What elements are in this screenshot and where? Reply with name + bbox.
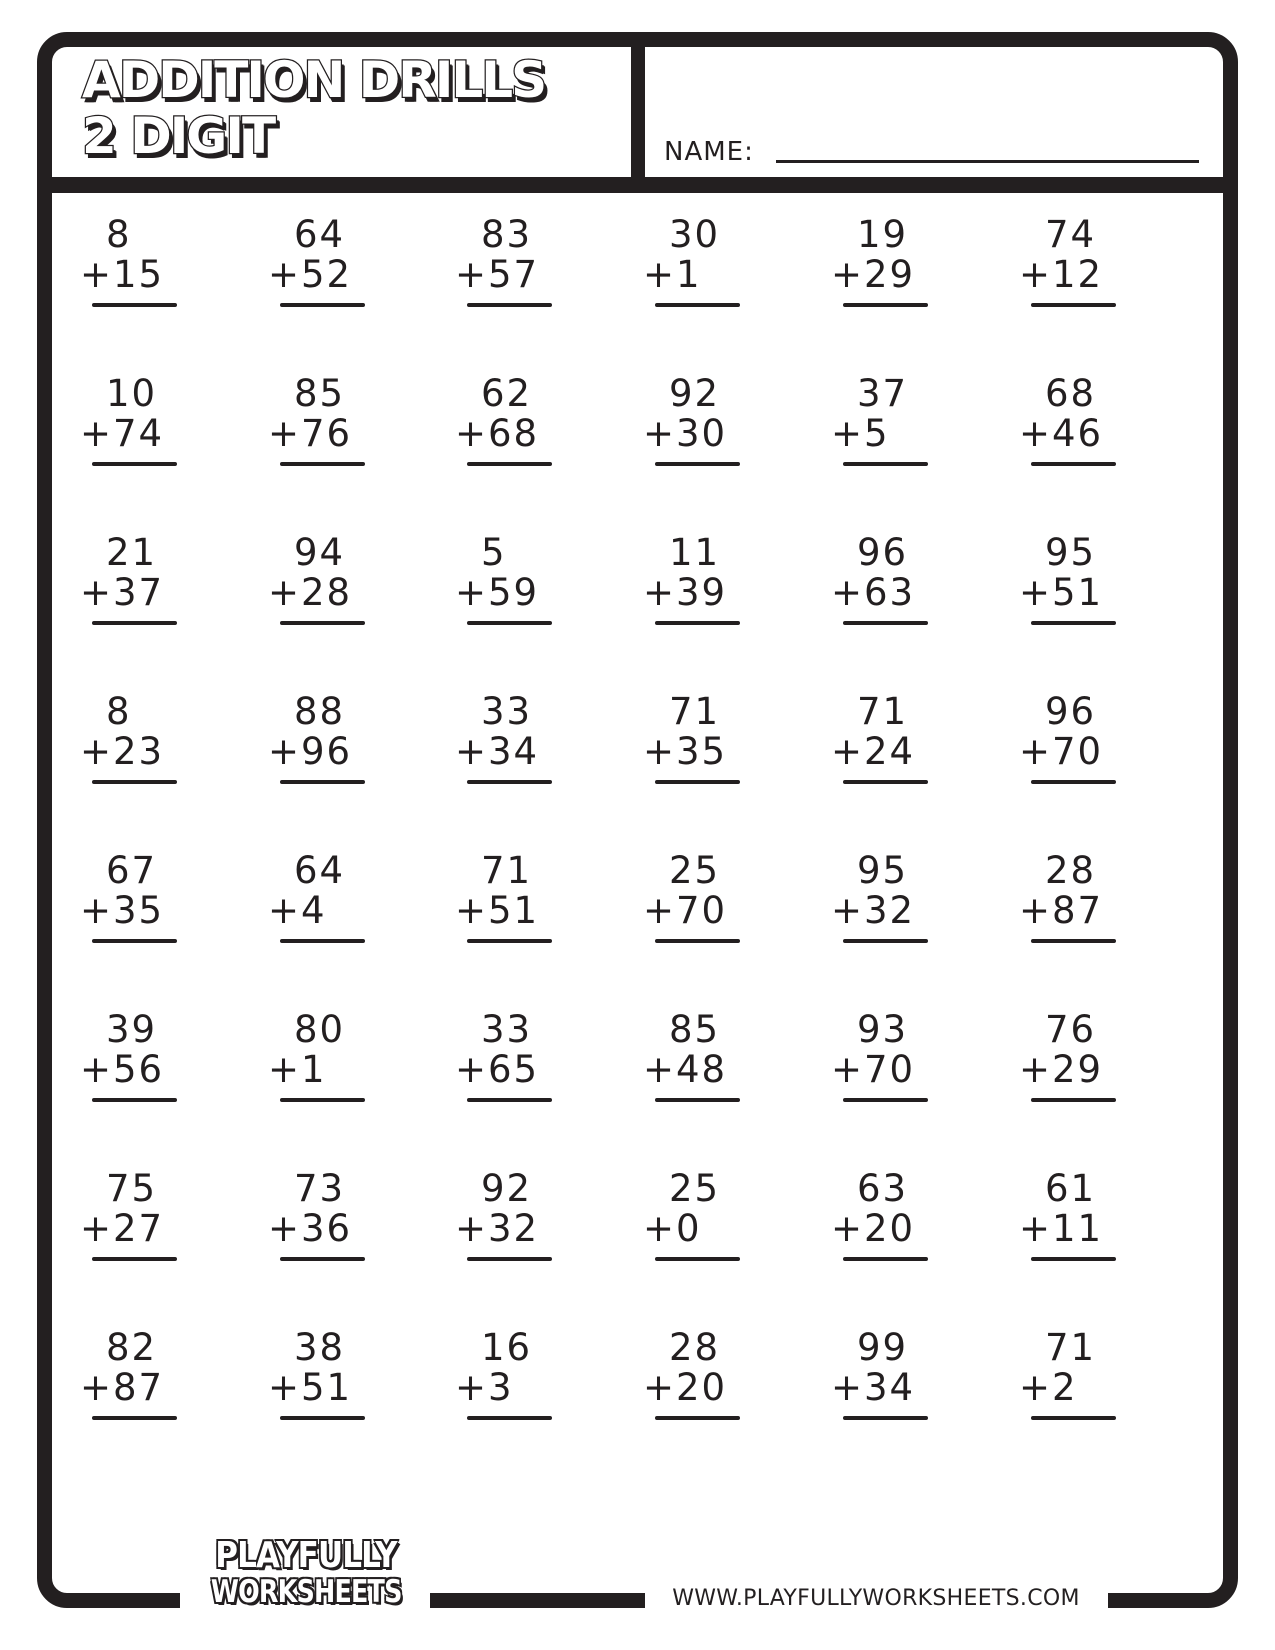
problem xyxy=(80,1326,240,1435)
answer-line[interactable] xyxy=(843,303,928,307)
addend-bottom: +70 xyxy=(643,889,728,932)
answer-line[interactable] xyxy=(280,1257,365,1261)
problem xyxy=(643,1167,803,1276)
problem xyxy=(1019,213,1179,322)
addend-bottom: +39 xyxy=(643,571,728,614)
website-url: WWW.PLAYFULLYWORKSHEETS.COM xyxy=(672,1586,1080,1611)
addend-top: 28 xyxy=(669,1326,721,1369)
addend-top: 10 xyxy=(106,372,158,415)
addend-bottom: +51 xyxy=(1019,571,1104,614)
problem xyxy=(80,690,240,799)
problem xyxy=(831,1167,991,1276)
addend-top: 83 xyxy=(481,213,533,256)
problem xyxy=(268,1326,428,1435)
addend-bottom: +87 xyxy=(1019,889,1104,932)
worksheet-title xyxy=(82,52,545,164)
addend-top: 82 xyxy=(106,1326,158,1369)
addend-bottom: +1 xyxy=(268,1048,327,1091)
answer-line[interactable] xyxy=(843,1416,928,1420)
answer-line[interactable] xyxy=(467,939,552,943)
addend-bottom: +0 xyxy=(643,1207,702,1250)
addend-bottom: +37 xyxy=(80,571,165,614)
answer-line[interactable] xyxy=(467,780,552,784)
addend-bottom: +68 xyxy=(455,412,540,455)
addend-top: 71 xyxy=(481,849,533,892)
answer-line[interactable] xyxy=(843,780,928,784)
addend-top: 11 xyxy=(669,531,721,574)
problem xyxy=(831,213,991,322)
addend-top: 5 xyxy=(481,531,507,574)
addend-bottom: +29 xyxy=(831,253,916,296)
problem xyxy=(831,1008,991,1117)
title-line-2: 2 DIGIT xyxy=(82,107,275,165)
answer-line[interactable] xyxy=(280,939,365,943)
problem xyxy=(643,1008,803,1117)
addend-bottom: +34 xyxy=(831,1366,916,1409)
addend-bottom: +59 xyxy=(455,571,540,614)
addend-top: 71 xyxy=(857,690,909,733)
problem xyxy=(643,531,803,640)
answer-line[interactable] xyxy=(280,1098,365,1102)
answer-line[interactable] xyxy=(1031,1257,1116,1261)
problem xyxy=(80,372,240,481)
addend-bottom: +48 xyxy=(643,1048,728,1091)
answer-line[interactable] xyxy=(655,1257,740,1261)
problem xyxy=(455,849,615,958)
problem xyxy=(268,213,428,322)
addend-top: 74 xyxy=(1045,213,1097,256)
problem xyxy=(80,849,240,958)
answer-line[interactable] xyxy=(92,1257,177,1261)
answer-line[interactable] xyxy=(655,1416,740,1420)
answer-line[interactable] xyxy=(1031,462,1116,466)
addend-top: 67 xyxy=(106,849,158,892)
addend-bottom: +2 xyxy=(1019,1366,1078,1409)
addend-bottom: +20 xyxy=(643,1366,728,1409)
addend-bottom: +35 xyxy=(80,889,165,932)
answer-line[interactable] xyxy=(92,939,177,943)
answer-line[interactable] xyxy=(655,1098,740,1102)
addend-top: 99 xyxy=(857,1326,909,1369)
addend-top: 95 xyxy=(857,849,909,892)
problem xyxy=(831,1326,991,1435)
problem xyxy=(455,1008,615,1117)
addend-bottom: +35 xyxy=(643,730,728,773)
answer-line[interactable] xyxy=(467,621,552,625)
addend-top: 96 xyxy=(857,531,909,574)
problem xyxy=(268,849,428,958)
addend-top: 92 xyxy=(481,1167,533,1210)
problem xyxy=(1019,372,1179,481)
addend-bottom: +76 xyxy=(268,412,353,455)
header-divider-vertical xyxy=(631,40,645,185)
playfully-worksheets-logo xyxy=(190,1535,422,1610)
addend-top: 71 xyxy=(1045,1326,1097,1369)
addend-bottom: +74 xyxy=(80,412,165,455)
answer-line[interactable] xyxy=(467,1416,552,1420)
addend-top: 63 xyxy=(857,1167,909,1210)
answer-line[interactable] xyxy=(1031,1098,1116,1102)
problem xyxy=(1019,1167,1179,1276)
logo-line-1: PLAYFULLY xyxy=(215,1535,397,1576)
addend-top: 21 xyxy=(106,531,158,574)
addend-top: 64 xyxy=(294,213,346,256)
addend-top: 68 xyxy=(1045,372,1097,415)
addend-top: 62 xyxy=(481,372,533,415)
addend-bottom: +30 xyxy=(643,412,728,455)
addend-bottom: +56 xyxy=(80,1048,165,1091)
addend-top: 80 xyxy=(294,1008,346,1051)
answer-line[interactable] xyxy=(843,621,928,625)
answer-line[interactable] xyxy=(92,1098,177,1102)
addend-bottom: +51 xyxy=(455,889,540,932)
problem xyxy=(1019,1326,1179,1435)
addend-top: 73 xyxy=(294,1167,346,1210)
answer-line[interactable] xyxy=(280,462,365,466)
problem xyxy=(1019,690,1179,799)
problem xyxy=(80,1008,240,1117)
addend-bottom: +36 xyxy=(268,1207,353,1250)
answer-line[interactable] xyxy=(1031,939,1116,943)
addend-top: 94 xyxy=(294,531,346,574)
problem xyxy=(455,1167,615,1276)
answer-line[interactable] xyxy=(280,303,365,307)
addend-bottom: +34 xyxy=(455,730,540,773)
problem xyxy=(1019,849,1179,958)
addend-top: 33 xyxy=(481,1008,533,1051)
answer-line[interactable] xyxy=(655,780,740,784)
addend-top: 25 xyxy=(669,849,721,892)
answer-line[interactable] xyxy=(467,1257,552,1261)
answer-line[interactable] xyxy=(843,1098,928,1102)
answer-line[interactable] xyxy=(467,462,552,466)
problem xyxy=(80,531,240,640)
addend-top: 19 xyxy=(857,213,909,256)
addend-bottom: +15 xyxy=(80,253,165,296)
addend-top: 93 xyxy=(857,1008,909,1051)
addend-bottom: +32 xyxy=(455,1207,540,1250)
problem xyxy=(455,213,615,322)
problem xyxy=(643,690,803,799)
addend-bottom: +51 xyxy=(268,1366,353,1409)
title-line-1: ADDITION DRILLS xyxy=(82,51,546,109)
addend-bottom: +12 xyxy=(1019,253,1104,296)
answer-line[interactable] xyxy=(1031,1416,1116,1420)
problem xyxy=(643,1326,803,1435)
answer-line[interactable] xyxy=(843,462,928,466)
addend-top: 85 xyxy=(669,1008,721,1051)
addend-top: 8 xyxy=(106,213,132,256)
addend-bottom: +63 xyxy=(831,571,916,614)
name-input-line[interactable] xyxy=(776,160,1199,163)
problem xyxy=(831,849,991,958)
problem xyxy=(643,372,803,481)
addend-bottom: +96 xyxy=(268,730,353,773)
problem xyxy=(268,1008,428,1117)
problem xyxy=(80,1167,240,1276)
addend-top: 76 xyxy=(1045,1008,1097,1051)
problem xyxy=(268,690,428,799)
problem xyxy=(268,1167,428,1276)
answer-line[interactable] xyxy=(92,621,177,625)
addend-top: 64 xyxy=(294,849,346,892)
addend-bottom: +70 xyxy=(1019,730,1104,773)
addend-bottom: +23 xyxy=(80,730,165,773)
addend-top: 38 xyxy=(294,1326,346,1369)
answer-line[interactable] xyxy=(843,939,928,943)
problem xyxy=(455,690,615,799)
answer-line[interactable] xyxy=(1031,621,1116,625)
addend-bottom: +46 xyxy=(1019,412,1104,455)
addend-bottom: +24 xyxy=(831,730,916,773)
addend-top: 95 xyxy=(1045,531,1097,574)
addend-bottom: +87 xyxy=(80,1366,165,1409)
addend-bottom: +70 xyxy=(831,1048,916,1091)
addend-top: 37 xyxy=(857,372,909,415)
answer-line[interactable] xyxy=(92,780,177,784)
problem xyxy=(80,213,240,322)
problem xyxy=(455,1326,615,1435)
answer-line[interactable] xyxy=(467,303,552,307)
problem xyxy=(455,531,615,640)
addend-bottom: +57 xyxy=(455,253,540,296)
addend-top: 8 xyxy=(106,690,132,733)
addend-bottom: +65 xyxy=(455,1048,540,1091)
name-label: NAME: xyxy=(664,137,754,167)
answer-line[interactable] xyxy=(655,939,740,943)
addend-bottom: +5 xyxy=(831,412,890,455)
answer-line[interactable] xyxy=(1031,780,1116,784)
addend-bottom: +28 xyxy=(268,571,353,614)
logo-line-2: WORKSHEETS xyxy=(210,1574,402,1610)
addend-top: 92 xyxy=(669,372,721,415)
answer-line[interactable] xyxy=(92,1416,177,1420)
addend-top: 75 xyxy=(106,1167,158,1210)
problem xyxy=(643,849,803,958)
addend-bottom: +29 xyxy=(1019,1048,1104,1091)
addend-bottom: +1 xyxy=(643,253,702,296)
addend-top: 71 xyxy=(669,690,721,733)
addend-top: 16 xyxy=(481,1326,533,1369)
addend-top: 39 xyxy=(106,1008,158,1051)
addend-top: 28 xyxy=(1045,849,1097,892)
answer-line[interactable] xyxy=(92,303,177,307)
addend-bottom: +3 xyxy=(455,1366,514,1409)
problem xyxy=(268,531,428,640)
answer-line[interactable] xyxy=(655,303,740,307)
answer-line[interactable] xyxy=(280,780,365,784)
problem xyxy=(831,531,991,640)
problem xyxy=(831,690,991,799)
addend-bottom: +27 xyxy=(80,1207,165,1250)
problem xyxy=(1019,531,1179,640)
addend-bottom: +32 xyxy=(831,889,916,932)
addend-top: 88 xyxy=(294,690,346,733)
answer-line[interactable] xyxy=(1031,303,1116,307)
addend-top: 30 xyxy=(669,213,721,256)
addend-top: 96 xyxy=(1045,690,1097,733)
answer-line[interactable] xyxy=(467,1098,552,1102)
problem xyxy=(455,372,615,481)
addend-top: 25 xyxy=(669,1167,721,1210)
answer-line[interactable] xyxy=(280,1416,365,1420)
problem xyxy=(268,372,428,481)
addend-bottom: +4 xyxy=(268,889,327,932)
answer-line[interactable] xyxy=(843,1257,928,1261)
addend-bottom: +20 xyxy=(831,1207,916,1250)
addend-bottom: +52 xyxy=(268,253,353,296)
problem xyxy=(831,372,991,481)
problem xyxy=(643,213,803,322)
answer-line[interactable] xyxy=(655,462,740,466)
addend-top: 61 xyxy=(1045,1167,1097,1210)
addend-bottom: +11 xyxy=(1019,1207,1104,1250)
answer-line[interactable] xyxy=(280,621,365,625)
problem xyxy=(1019,1008,1179,1117)
addend-top: 33 xyxy=(481,690,533,733)
answer-line[interactable] xyxy=(92,462,177,466)
answer-line[interactable] xyxy=(655,621,740,625)
addend-top: 85 xyxy=(294,372,346,415)
